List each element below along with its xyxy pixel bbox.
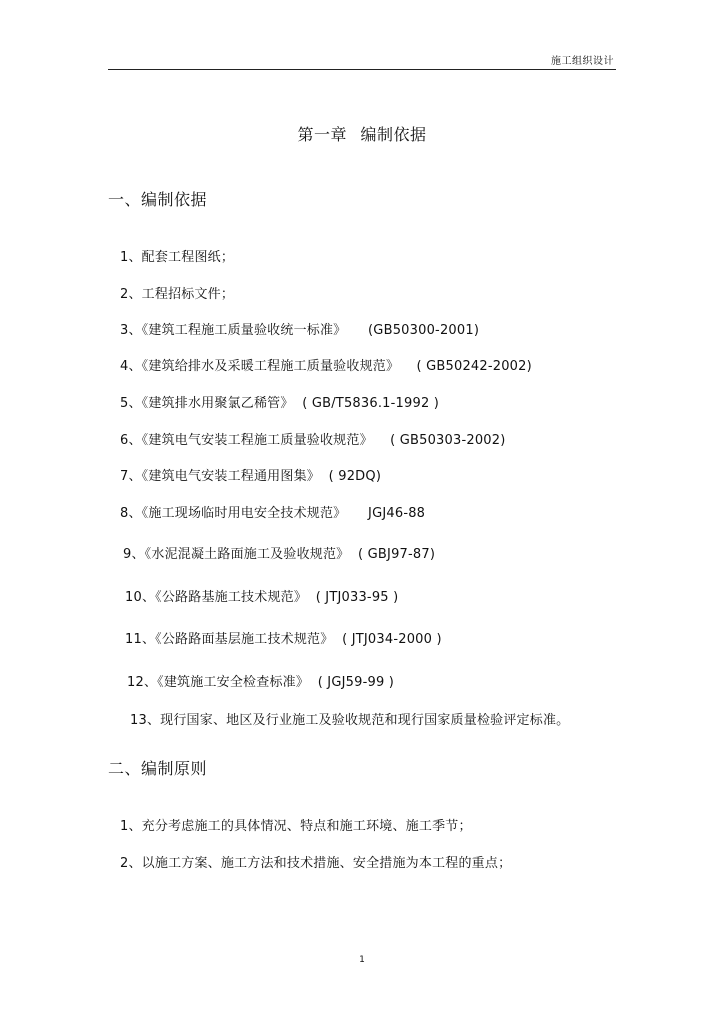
basis-item-7: 7、《建筑电气安装工程通用图集》 ( 92DQ)	[120, 469, 382, 484]
chapter-title: 第一章 编制依据	[297, 125, 427, 144]
section-heading-basis: 一、编制依据	[108, 190, 208, 209]
basis-item-11: 11、《公路路面基层施工技术规范》 ( JTJ034-2000 )	[125, 632, 442, 647]
basis-item-4: 4、《建筑给排水及采暖工程施工质量验收规范》 ( GB50242-2002)	[120, 359, 532, 374]
section-heading-principles: 二、编制原则	[108, 759, 208, 778]
principle-item-1: 1、充分考虑施工的具体情况、特点和施工环境、施工季节；	[120, 819, 472, 834]
basis-item-3: 3、《建筑工程施工质量验收统一标准》 (GB50300-2001)	[120, 323, 480, 338]
basis-item-10: 10、《公路路基施工技术规范》 ( JTJ033-95 )	[125, 590, 399, 605]
basis-item-12: 12、《建筑施工安全检查标准》 ( JGJ59-99 )	[127, 675, 395, 690]
basis-item-9: 9、《水泥混凝土路面施工及验收规范》 ( GBJ97-87)	[123, 547, 436, 562]
basis-item-5: 5、《建筑排水用聚氯乙稀管》 ( GB/T5836.1-1992 )	[120, 396, 440, 411]
header-divider	[108, 69, 616, 70]
basis-item-6: 6、《建筑电气安装工程施工质量验收规范》 ( GB50303-2002)	[120, 433, 506, 448]
basis-item-13: 13、现行国家、地区及行业施工及验收规范和现行国家质量检验评定标准。	[130, 713, 570, 728]
principle-item-2: 2、以施工方案、施工方法和技术措施、安全措施为本工程的重点；	[120, 856, 512, 871]
header-text: 施工组织设计	[551, 56, 614, 67]
page-header	[108, 0, 616, 72]
basis-item-2: 2、工程招标文件；	[120, 287, 235, 302]
page-number: 1	[359, 955, 365, 965]
basis-item-1: 1、配套工程图纸；	[120, 250, 235, 265]
basis-item-8: 8、《施工现场临时用电安全技术规范》 JGJ46-88	[120, 506, 426, 521]
